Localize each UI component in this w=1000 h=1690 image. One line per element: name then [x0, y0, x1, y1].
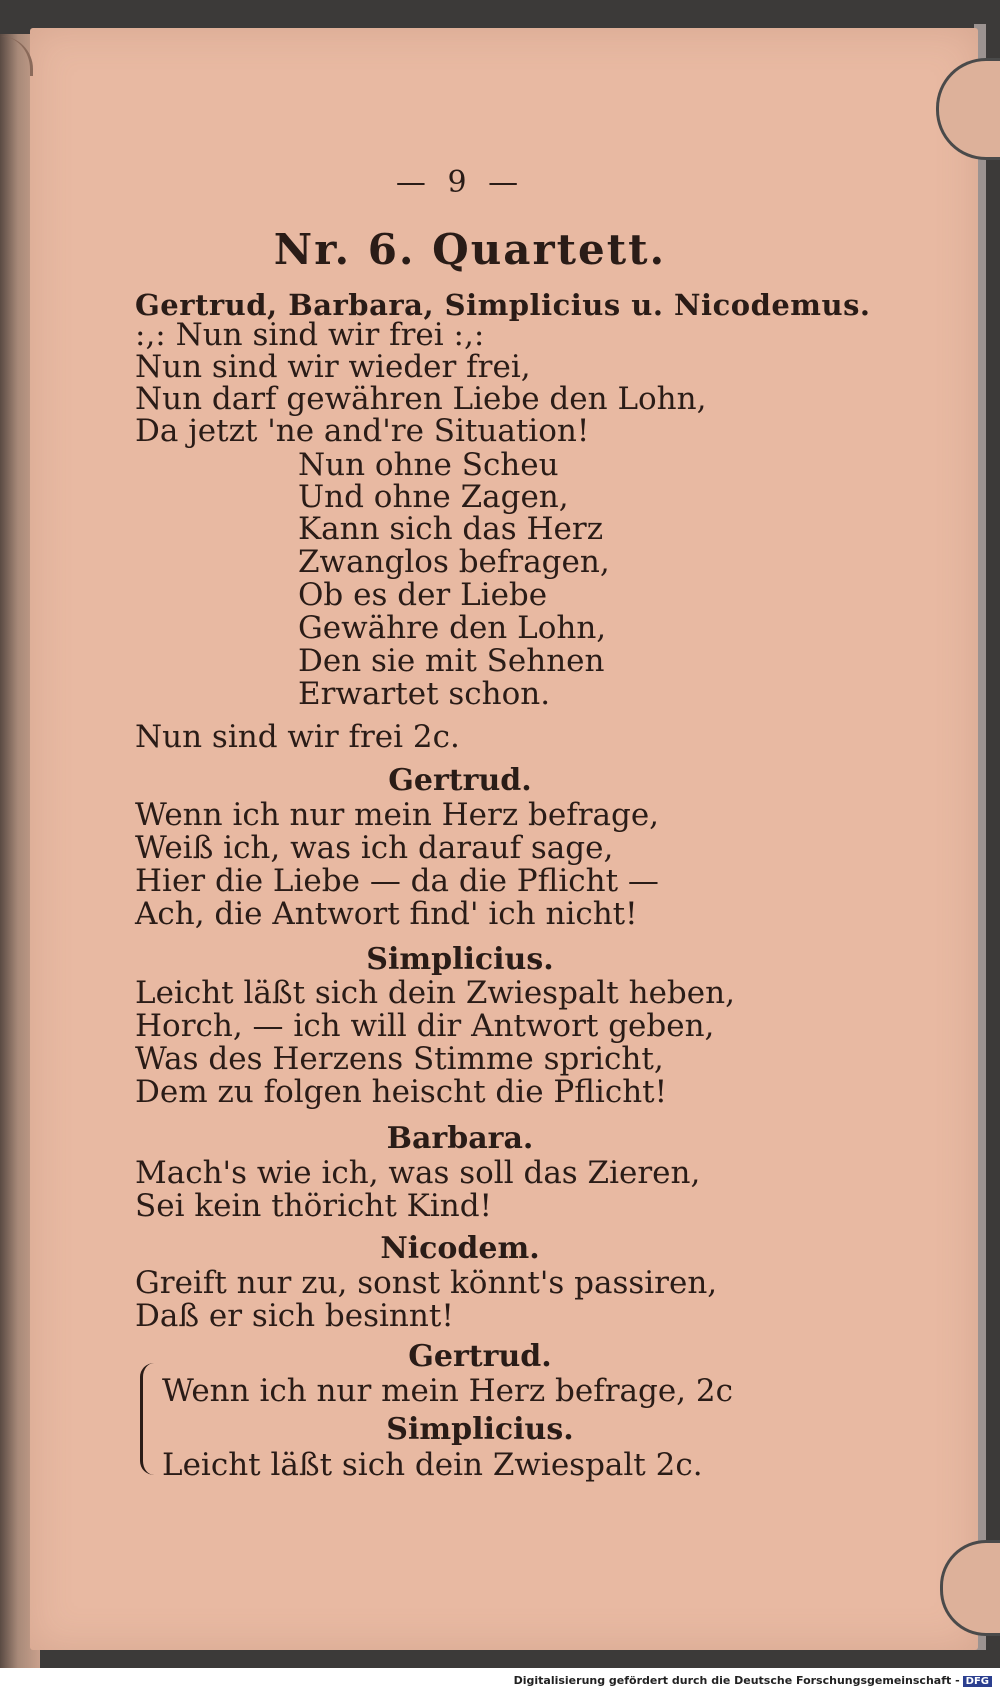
verse-line: Greift nur zu, sonst könnt's passiren,	[135, 1265, 718, 1301]
verse-line: Dem zu folgen heischt die Pflicht!	[135, 1074, 668, 1110]
verse-line: Horch, — ich will dir Antwort geben,	[135, 1008, 715, 1044]
verse-line: Erwartet schon.	[298, 676, 551, 712]
speaker-name: Simplicius.	[366, 942, 554, 977]
verse-line: Und ohne Zagen,	[298, 479, 569, 515]
verse-line: Gewähre den Lohn,	[298, 610, 607, 646]
digitization-credit	[514, 1674, 992, 1687]
page-number: — 9 —	[395, 165, 525, 200]
verse-line: Leicht läßt sich dein Zwiespalt heben,	[135, 975, 735, 1011]
verse-line: Nun sind wir wieder frei,	[135, 349, 531, 385]
verse-line: Hier die Liebe — da die Pflicht —	[135, 863, 659, 899]
speaker-name: Barbara.	[386, 1121, 534, 1156]
section-heading: Nr. 6. Quartett.	[273, 225, 667, 274]
cast-list: Gertrud, Barbara, Simplicius u. Nicodemus.	[135, 288, 871, 322]
verse-line: Ob es der Liebe	[298, 577, 548, 613]
speaker-name: Nicodem.	[380, 1231, 540, 1266]
verse-line: Nun sind wir frei 2c.	[135, 719, 460, 755]
credit-text: Digitalisierung gefördert durch die Deutsche Forschungsgemeinschaft -	[513, 1674, 960, 1687]
verse-line: Da jetzt 'ne and're Situation!	[135, 413, 590, 449]
verse-line: Sei kein thöricht Kind!	[135, 1188, 493, 1224]
dfg-logo-icon: DFG	[963, 1676, 992, 1687]
verse-line: Daß er sich besinnt!	[135, 1298, 454, 1334]
speaker-name: Gertrud.	[388, 763, 532, 798]
verse-line: Kann sich das Herz	[298, 511, 604, 547]
verse-line: Zwanglos befragen,	[298, 544, 610, 580]
verse-line: Leicht läßt sich dein Zwiespalt 2c.	[162, 1447, 703, 1483]
verse-line: Den sie mit Sehnen	[298, 643, 605, 679]
verse-line: Ach, die Antwort find' ich nicht!	[135, 896, 638, 932]
verse-line: Wenn ich nur mein Herz befrage, 2c	[162, 1373, 733, 1409]
verse-line: Was des Herzens Stimme spricht,	[135, 1041, 664, 1077]
verse-line: Nun ohne Scheu	[298, 447, 559, 483]
verse-line: Mach's wie ich, was soll das Zieren,	[135, 1155, 701, 1191]
verse-line: Wenn ich nur mein Herz befrage,	[135, 797, 660, 833]
brace-bracket	[140, 1363, 159, 1475]
speaker-name: Gertrud.	[408, 1339, 552, 1374]
verse-line: Nun darf gewähren Liebe den Lohn,	[135, 381, 707, 417]
speaker-name: Simplicius.	[386, 1412, 574, 1447]
verse-line: Weiß ich, was ich darauf sage,	[135, 830, 614, 866]
verse-line: :,: Nun sind wir frei :,:	[135, 317, 485, 353]
